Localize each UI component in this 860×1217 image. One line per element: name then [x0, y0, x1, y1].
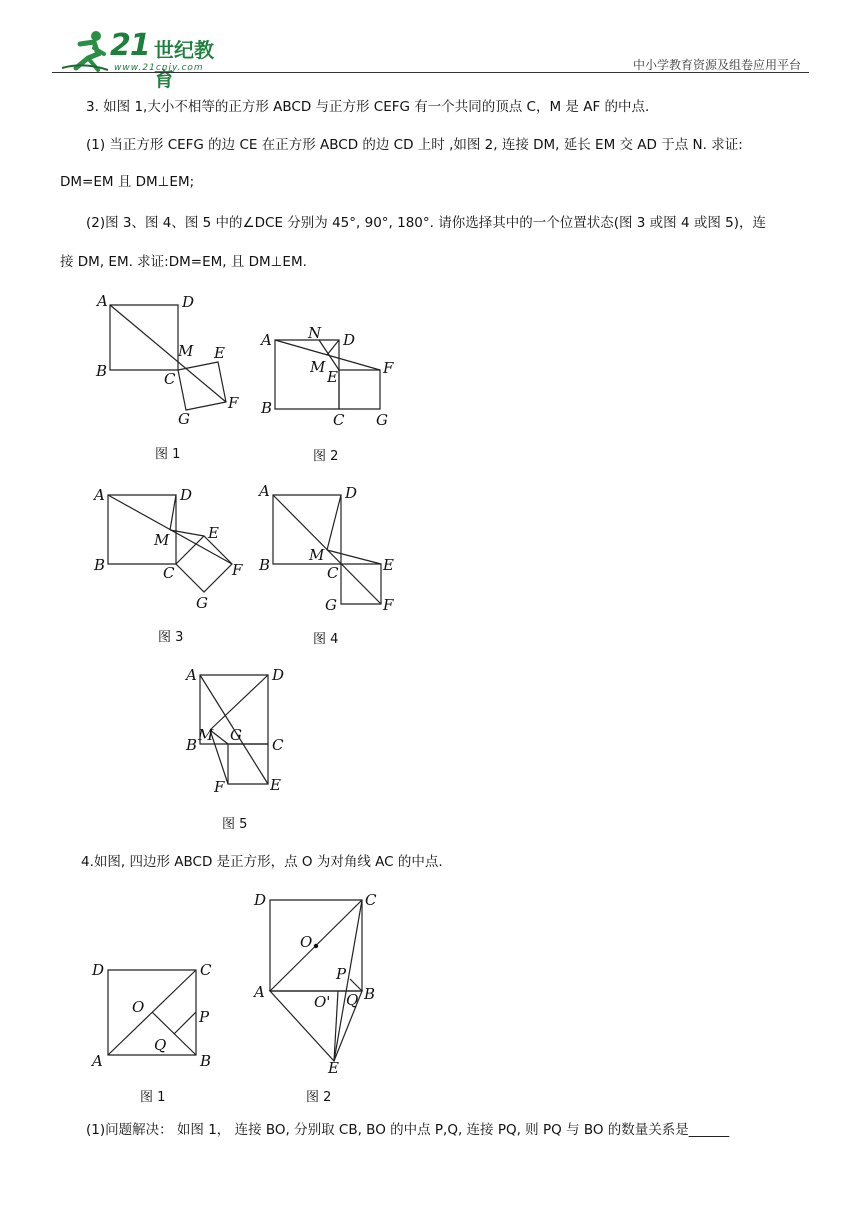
point-label-d: D — [272, 666, 285, 684]
p3-caption-5: 图 5 — [222, 817, 248, 832]
platform-name: 中小学教育资源及组卷应用平台 — [632, 58, 801, 72]
point-label-c: C — [365, 891, 377, 909]
center-point-o — [314, 944, 318, 948]
p3-figure-1 — [90, 290, 250, 430]
point-label-d: D — [345, 484, 358, 502]
point-label-e: E — [270, 776, 281, 794]
point-label-m: M — [154, 531, 170, 549]
point-label-a: A — [261, 331, 272, 349]
point-label-c: C — [163, 564, 175, 582]
point-label-q: Q — [154, 1036, 167, 1054]
problem3-line3: DM=EM 且 DM⊥EM; — [60, 174, 195, 190]
point-label-m: M — [310, 358, 326, 376]
logo-number: 21 — [110, 28, 150, 63]
point-label-b: B — [200, 1052, 212, 1070]
header-divider — [52, 72, 809, 73]
logo-url: www.21cnjy.com — [114, 63, 204, 73]
point-label-d: D — [180, 486, 193, 504]
point-label-f: F — [383, 596, 394, 614]
p3-figure-5 — [180, 660, 310, 800]
point-label-o: O — [300, 933, 313, 951]
point-label-a: A — [186, 666, 197, 684]
p3-caption-1: 图 1 — [155, 447, 181, 462]
point-label-b: B — [186, 736, 198, 754]
point-label-e: E — [327, 368, 338, 386]
p3-caption-3: 图 3 — [158, 630, 184, 645]
point-label-b: B — [261, 399, 273, 417]
point-label-f: F — [232, 561, 243, 579]
point-label-b: B — [364, 985, 376, 1003]
problem3-line4: (2)图 3、图 4、图 5 中的∠DCE 分别为 45°, 90°, 180°. 请你选择其中的一个位置状态(图 3 或图 4 或图 5)，连 — [86, 215, 766, 231]
point-label-o: O — [132, 998, 145, 1016]
point-label-b: B — [94, 556, 106, 574]
problem3-line1: 3. 如图 1,大小不相等的正方形 ABCD 与正方形 CEFG 有一个共同的顶点 C，M 是 AF 的中点. — [86, 99, 650, 115]
point-label-m: M — [198, 726, 214, 744]
point-label-e: E — [214, 344, 225, 362]
p4-figure-2 — [250, 885, 400, 1075]
point-label-c: C — [272, 736, 284, 754]
point-label-d: D — [254, 891, 267, 909]
point-label-c: C — [200, 961, 212, 979]
point-label-e: E — [328, 1059, 339, 1077]
point-label-g: G — [230, 726, 242, 744]
point-label-f: F — [383, 359, 394, 377]
point-label-a: A — [92, 1052, 103, 1070]
p3-caption-2: 图 2 — [313, 449, 339, 464]
problem3-line2: (1) 当正方形 CEFG 的边 CE 在正方形 ABCD 的边 CD 上时 ,如图 2, 连接 DM, 延长 EM 交 AD 于点 N. 求证: — [86, 137, 743, 153]
p3-figure-3 — [90, 480, 260, 620]
point-label-n: N — [308, 324, 322, 342]
point-label-a: A — [94, 486, 105, 504]
point-label-e: E — [208, 524, 219, 542]
site-logo — [58, 28, 228, 91]
p4-caption-1: 图 1 — [140, 1090, 166, 1105]
point-label-m: M — [309, 546, 325, 564]
point-label-b: B — [96, 362, 108, 380]
point-label-o: O' — [314, 993, 331, 1011]
point-label-c: C — [164, 370, 176, 388]
point-label-f: F — [214, 778, 225, 796]
problem4-question1: (1)问题解决： 如图 1， 连接 BO, 分别取 CB, BO 的中点 P,Q, 连接 PQ, 则 PQ 与 BO 的数量关系是______ — [86, 1122, 730, 1138]
point-label-a: A — [254, 983, 265, 1001]
problem4-line1: 4.如图, 四边形 ABCD 是正方形，点 O 为对角线 AC 的中点. — [81, 854, 443, 870]
p3-caption-4: 图 4 — [313, 632, 339, 647]
point-label-b: B — [259, 556, 271, 574]
logo-text: 世纪教育 — [154, 38, 214, 91]
point-label-d: D — [92, 961, 105, 979]
p4-figure-1 — [84, 950, 234, 1080]
point-label-g: G — [376, 411, 388, 429]
point-label-g: G — [325, 596, 337, 614]
point-label-m: M — [178, 342, 194, 360]
p3-figure-2 — [255, 325, 415, 435]
point-label-d: D — [182, 293, 195, 311]
p4-caption-2: 图 2 — [306, 1090, 332, 1105]
point-label-c: C — [333, 411, 345, 429]
point-label-g: G — [196, 594, 208, 612]
point-label-c: C — [327, 564, 339, 582]
point-label-p: P — [336, 965, 347, 983]
point-label-a: A — [259, 482, 270, 500]
point-label-e: E — [383, 556, 394, 574]
point-label-g: G — [178, 410, 190, 428]
point-label-d: D — [343, 331, 356, 349]
p3-figure-4 — [255, 480, 415, 620]
point-label-p: P — [199, 1008, 210, 1026]
problem3-line5: 接 DM, EM. 求证:DM=EM, 且 DM⊥EM. — [60, 254, 307, 270]
point-label-a: A — [97, 292, 108, 310]
runner-icon — [58, 28, 110, 74]
point-label-q: Q — [346, 991, 359, 1009]
point-label-f: F — [228, 394, 239, 412]
